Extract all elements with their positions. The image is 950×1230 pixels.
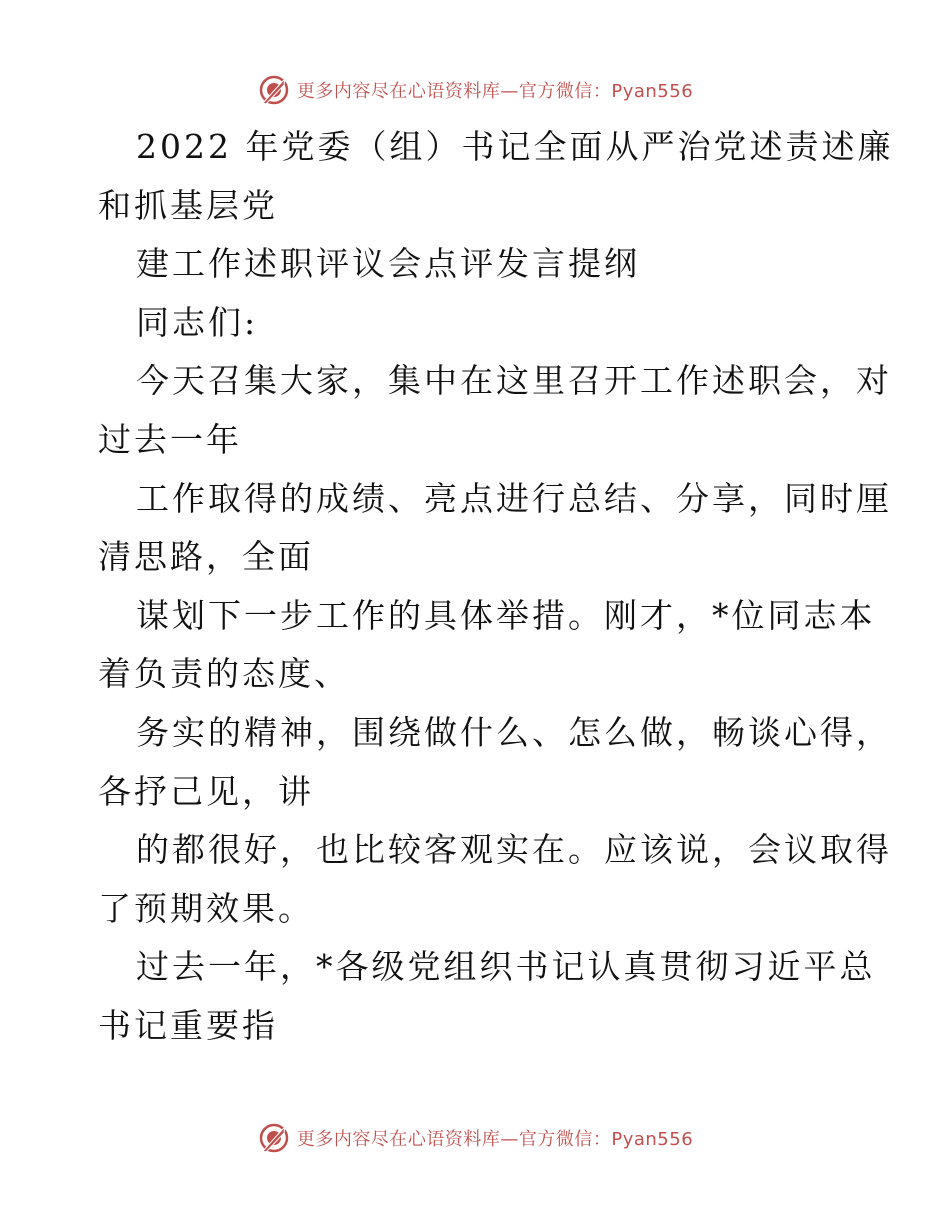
body-line: 工作取得的成绩、亮点进行总结、分享，同时厘 xyxy=(136,478,892,518)
body-line: 务实的精神，围绕做什么、怎么做，畅谈心得， xyxy=(136,712,892,752)
header-banner xyxy=(0,70,950,110)
pen-logo-icon xyxy=(257,1121,291,1155)
banner-text: 更多内容尽在心语资料库—官方微信：Pyan556 xyxy=(296,81,694,102)
banner-text: 更多内容尽在心语资料库—官方微信：Pyan556 xyxy=(296,1129,694,1150)
body-line: 着负责的态度、 xyxy=(98,654,350,694)
body-line: 清思路，全面 xyxy=(98,537,314,577)
title-line-2: 和抓基层党 xyxy=(98,185,278,225)
footer-banner xyxy=(0,1118,950,1158)
salutation: 同志们: xyxy=(136,302,259,342)
body-line: 过去一年，*各级党组织书记认真贯彻习近平总 xyxy=(136,947,876,987)
pen-logo-icon xyxy=(257,73,291,107)
title-line-1: 2022 年党委（组）书记全面从严治党述责述廉 xyxy=(136,127,894,166)
title-line-3: 建工作述职评议会点评发言提纲 xyxy=(136,244,640,284)
body-line: 谋划下一步工作的具体举措。刚才，*位同志本 xyxy=(136,595,876,635)
document-body xyxy=(98,118,894,1056)
body-line: 的都很好，也比较客观实在。应该说，会议取得 xyxy=(136,830,892,870)
body-line: 过去一年 xyxy=(98,419,242,459)
body-line: 书记重要指 xyxy=(98,1005,278,1045)
body-line: 今天召集大家，集中在这里召开工作述职会，对 xyxy=(136,361,892,401)
body-line: 了预期效果。 xyxy=(98,888,314,928)
body-line: 各抒己见，讲 xyxy=(98,771,314,811)
